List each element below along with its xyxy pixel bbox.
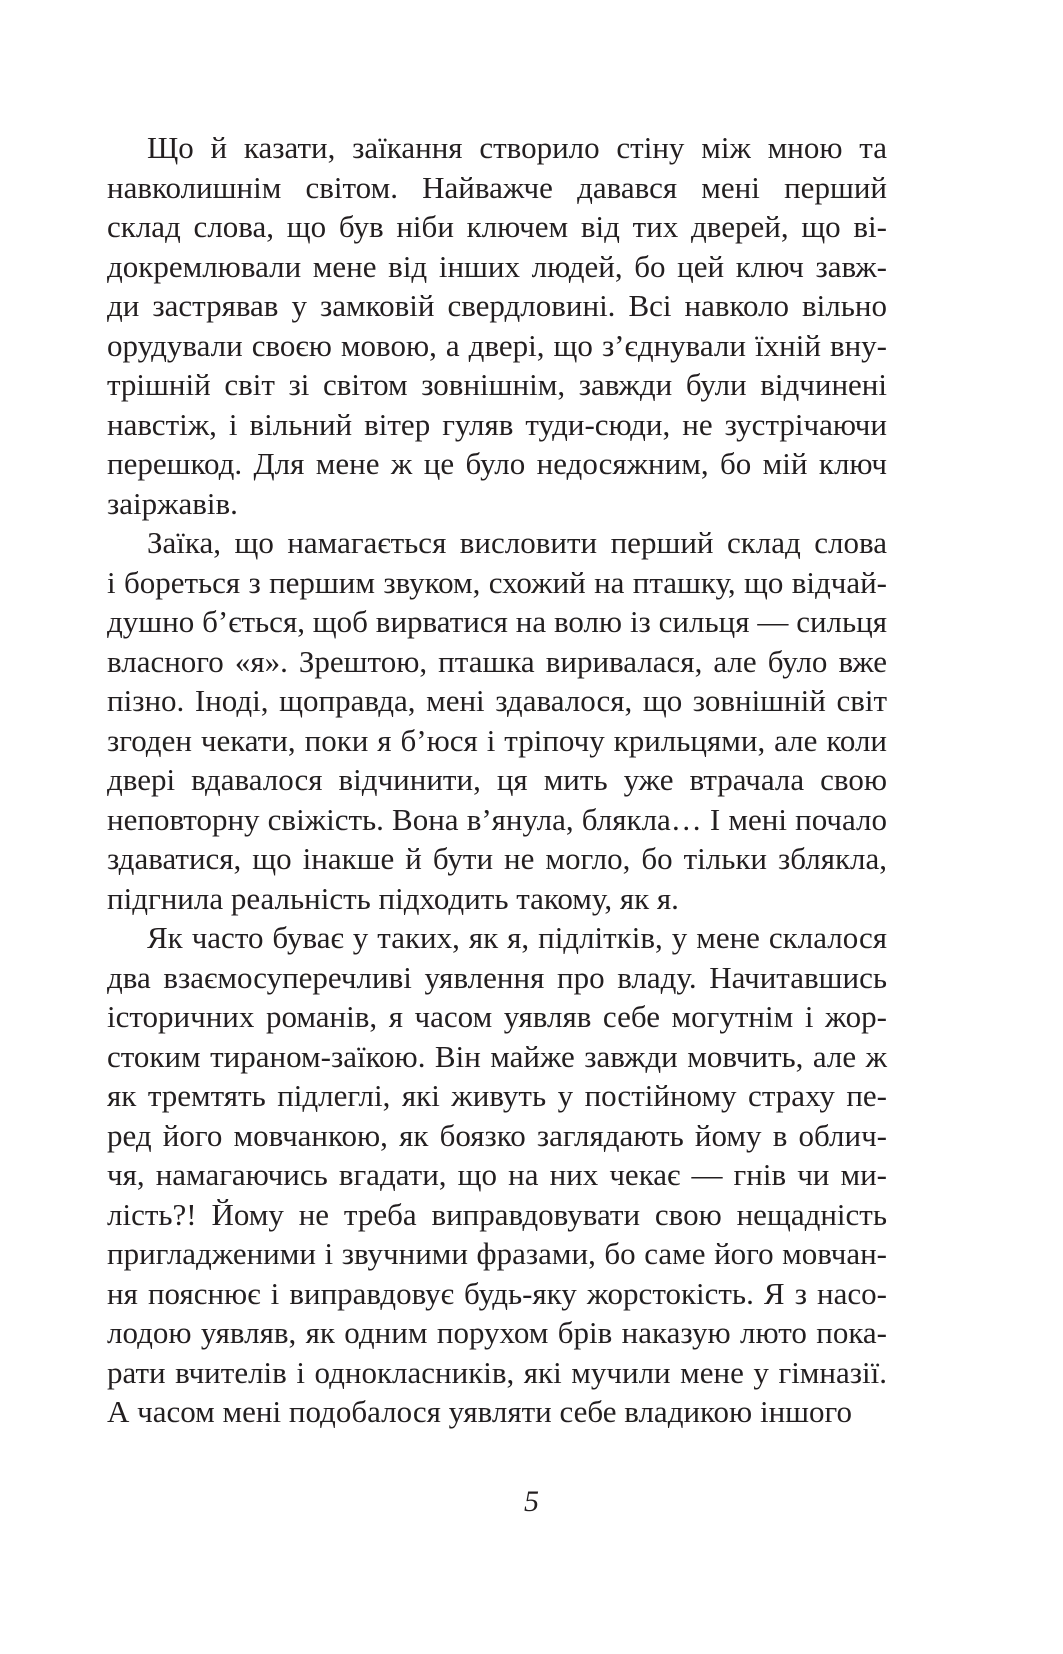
- text-line: стоким тираном-заїкою. Він майже завжди мовчить, але ж: [107, 1038, 887, 1074]
- text-line: А часом мені подобалося уявляти себе владикою іншого: [107, 1394, 852, 1429]
- text-line: підгнила реальність підходить такому, як я.: [107, 880, 679, 916]
- text-line: склад слова, що був ніби ключем від тих дверей, що ві-: [107, 209, 887, 244]
- text-line: два взаємосуперечливі уявлення про владу. Начитавшись: [107, 959, 887, 995]
- text-line: Що й казати, заїкання створило стіну між мною та: [147, 130, 887, 165]
- text-line: ня пояснює і виправдовує будь-яку жорстокість. Я з насо-: [107, 1275, 887, 1311]
- text-line: історичних романів, я часом уявляв себе могутнім і жор-: [107, 999, 887, 1034]
- text-line: трішній світ зі світом зовнішнім, завжди були відчинені: [107, 367, 887, 402]
- page-number: 5: [524, 1485, 539, 1518]
- text-line: двері вдавалося відчинити, ця мить уже втрачала свою: [107, 762, 887, 797]
- text-line: ред його мовчанкою, як боязко заглядають йому в облич-: [107, 1117, 887, 1153]
- text-line: неповторну свіжість. Вона в’янула, блякла… І мені почало: [107, 801, 887, 837]
- text-line: лість?! Йому не треба виправдовувати свою нещадність: [107, 1196, 887, 1232]
- paragraph: [107, 128, 887, 523]
- paragraph: [107, 918, 887, 1432]
- text-line: і бореться з першим звуком, схожий на пташку, що відчай-: [107, 564, 887, 600]
- text-line: лодою уявляв, як одним порухом брів наказую люто пока-: [107, 1315, 887, 1350]
- text-line: Заїка, що намагається висловити перший склад слова: [147, 525, 887, 560]
- text-line: здаватися, що інакше й бути не могло, бо тільки зблякла,: [107, 841, 887, 876]
- text-line: рати вчителів і однокласників, які мучили мене у гімназії.: [107, 1354, 887, 1390]
- paragraph: [107, 523, 887, 918]
- text-line: Як часто буває у таких, як я, підлітків, у мене склалося: [147, 920, 887, 955]
- text-line: навстіж, і вільний вітер гуляв туди-сюди, не зустрічаючи: [107, 406, 887, 442]
- text-line: як тремтять підлеглі, які живуть у постійному страху пе-: [107, 1078, 887, 1113]
- text-line: пригладженими і звучними фразами, бо саме його мовчан-: [107, 1236, 887, 1271]
- text-line: пізно. Іноді, щоправда, мені здавалося, що зовнішній світ: [107, 683, 887, 718]
- text-line: ди застрявав у замковій свердловині. Всі навколо вільно: [107, 288, 887, 323]
- text-line: навколишнім світом. Найважче давався мені перший: [107, 169, 887, 205]
- text-line: власного «я». Зрештою, пташка виривалася, але було вже: [107, 643, 887, 679]
- text-line: душно б’ється, щоб вирватися на волю із сильця — сильця: [107, 604, 887, 639]
- text-line: заіржавів.: [107, 485, 238, 521]
- text-line: перешкод. Для мене ж це було недосяжним, бо мій ключ: [107, 446, 887, 481]
- text-line: докремлювали мене від інших людей, бо цей ключ завж-: [107, 248, 887, 284]
- text-line: орудували своєю мовою, а двері, що з’єднували їхній вну-: [107, 327, 887, 363]
- text-line: чя, намагаючись вгадати, що на них чекає — гнів чи ми-: [107, 1157, 887, 1192]
- body-text: [107, 128, 887, 1432]
- text-line: згоден чекати, поки я б’юся і тріпочу крильцями, але коли: [107, 722, 887, 758]
